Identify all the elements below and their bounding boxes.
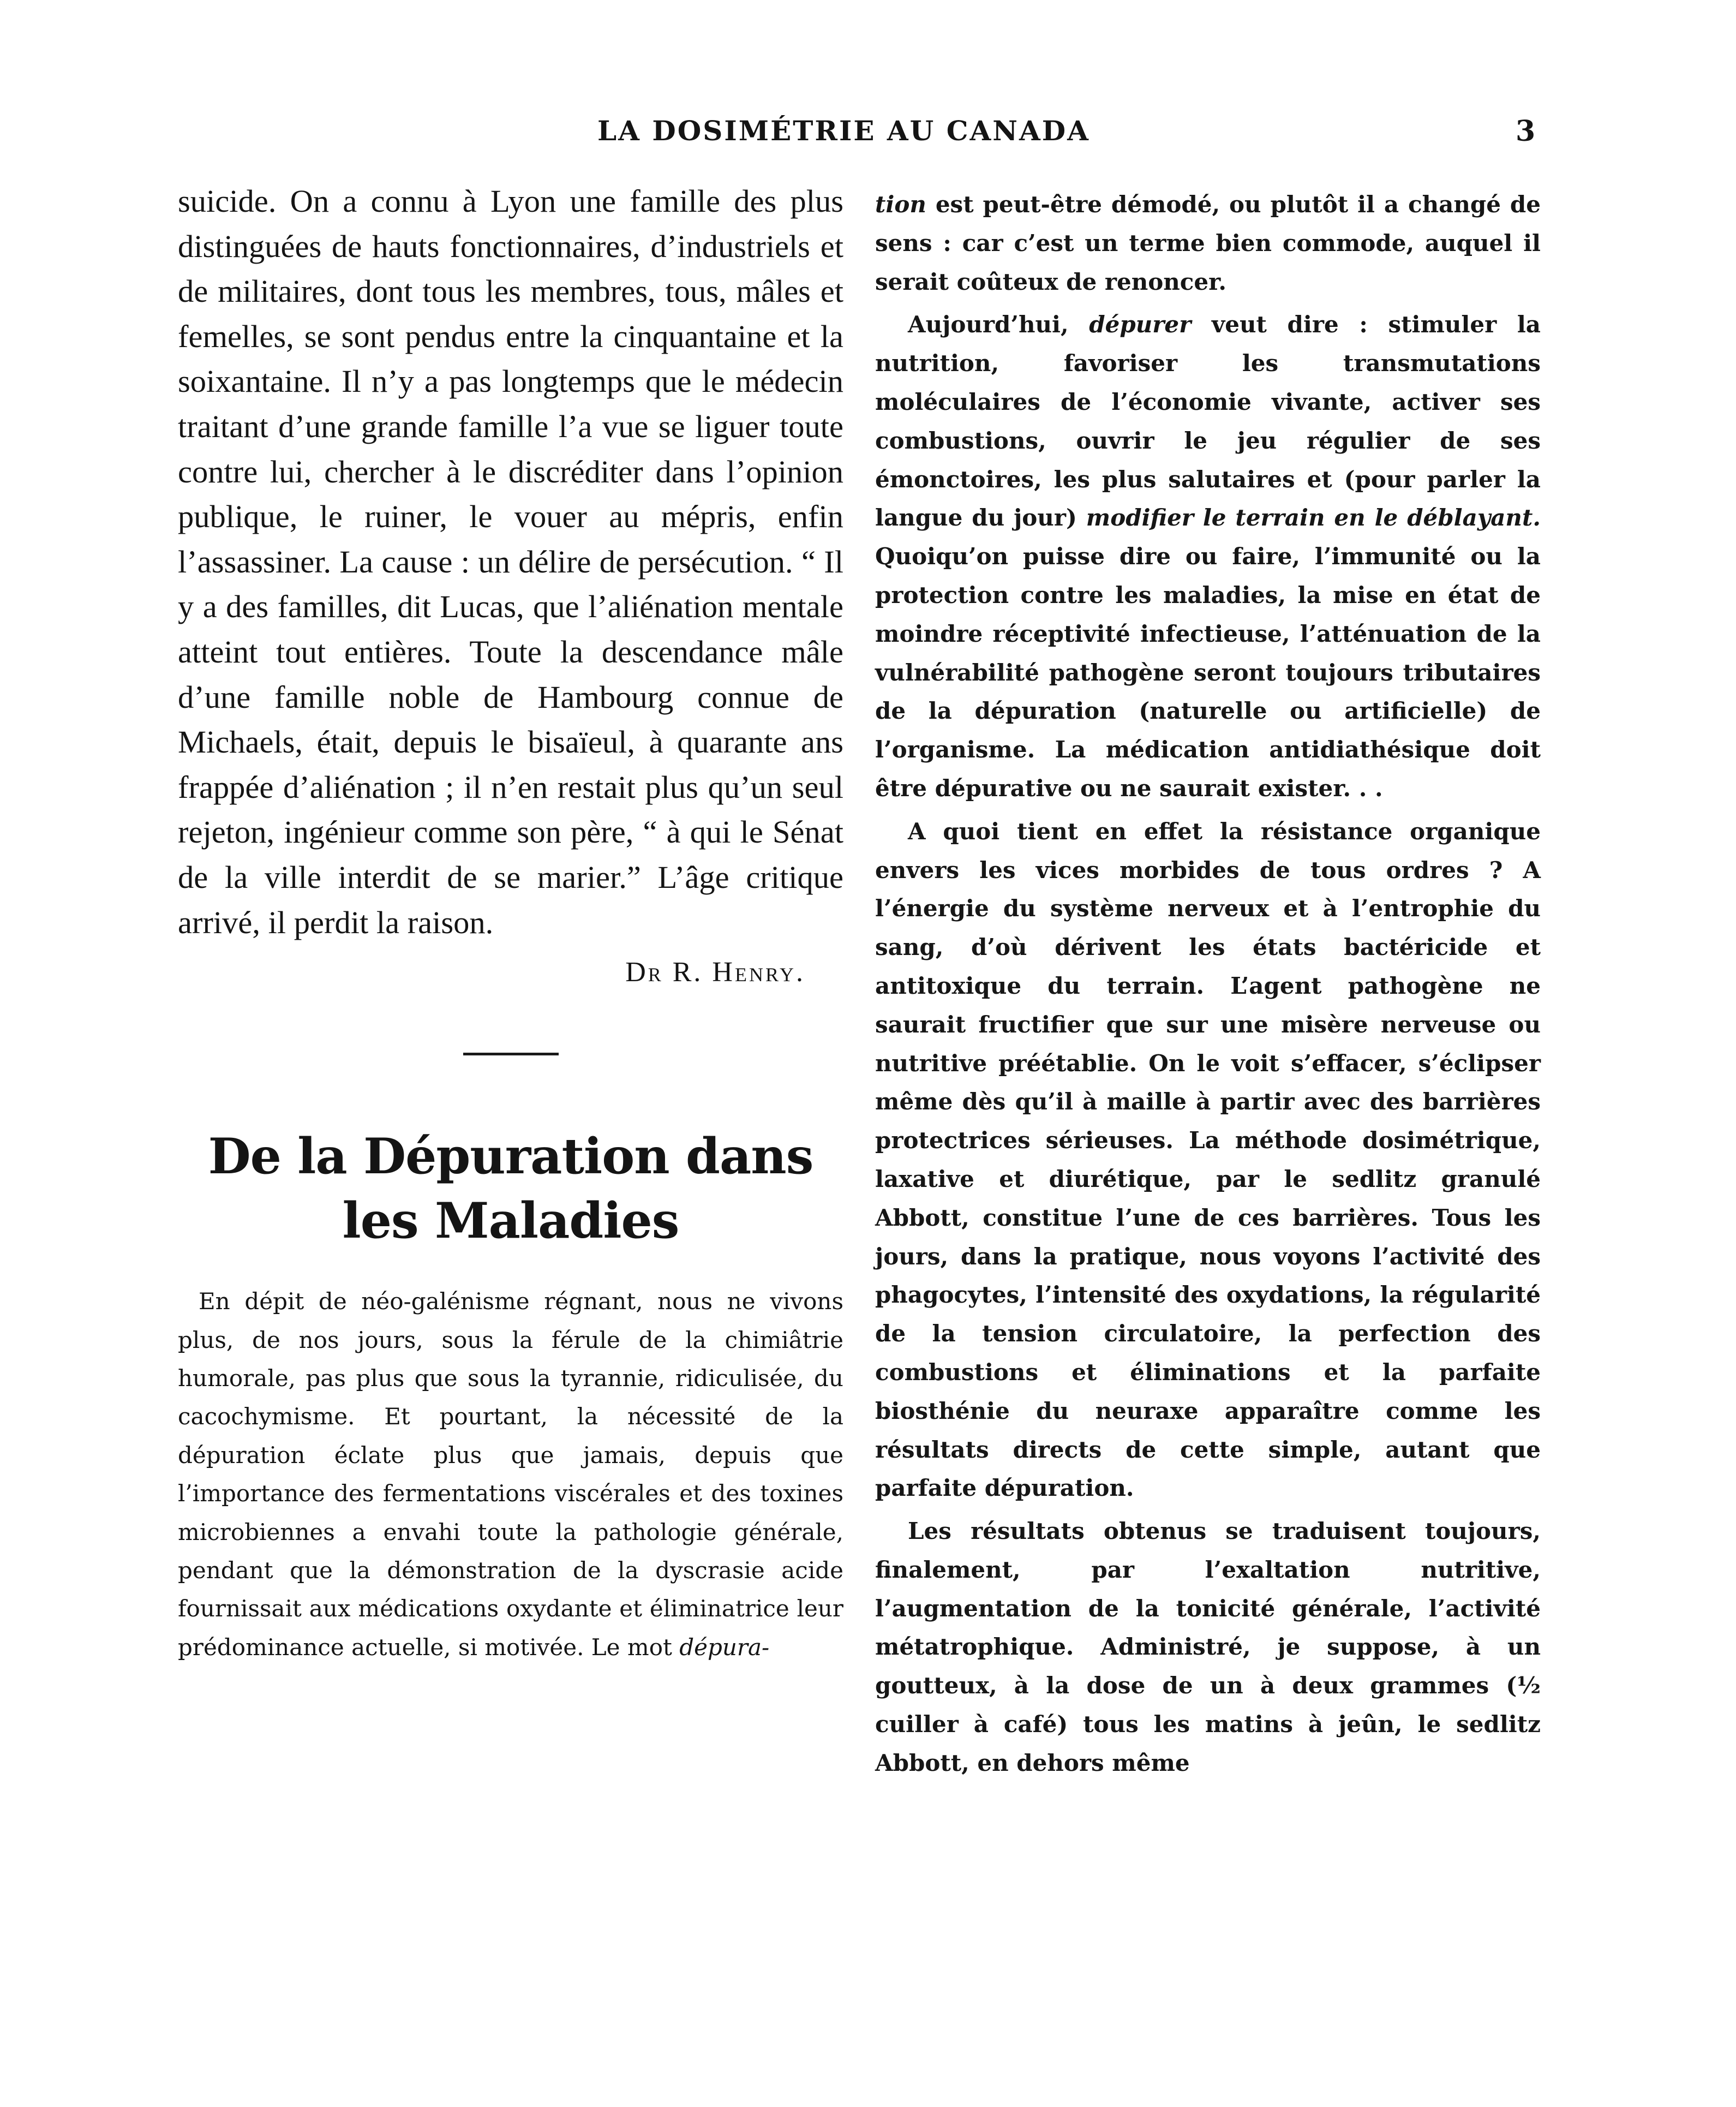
paragraph-2 (875, 306, 1541, 808)
p2-c: Quoiqu’on puisse dire ou faire, l’immunité ou la protection contre les maladies, la mise en état de moindre réceptivité infectieuse, l’atténuation de la vulnérabilité pathogène seront toujours tributaires de la dépuration (naturelle ou artificielle) de l’organisme. La médication antidiathésique doit être dépurative ou ne saurait exister. . . (875, 543, 1541, 802)
right-column (875, 186, 1541, 1783)
author-signature: Dr R. Henry. (625, 957, 805, 988)
paragraph-4: Les résultats obtenus se traduisent toujours, finalement, par l’exaltation nutritive, l’augmentation de la tonicité générale, l’activité métatrophique. Administré, je suppose, à un goutteux, à la dose de un à deux grammes (½ cuiller à café) tous les matins à jeûn, le sedlitz Abbott, en dehors même (875, 1518, 1541, 1776)
page-number: 3 (1516, 115, 1536, 148)
p1-text: est peut-être démodé, ou plutôt il a changé de sens : car c’est un terme bien commode, auquel il serait coûteux de renoncer. (875, 191, 1541, 295)
article-intro-italic: dépura- (679, 1633, 770, 1661)
p2-italic-2: modifier le terrain en le déblayant. (1086, 504, 1541, 532)
p2-a: Aujourd’hui, (908, 311, 1069, 338)
p2-italic-1: dépurer (1089, 311, 1192, 338)
article-title: De la Dépuration dans les Maladies (208, 1127, 813, 1250)
p1-italic: tion (875, 191, 926, 218)
paragraph-1 (875, 186, 1541, 301)
article-intro-text: En dépit de néo-galénisme régnant, nous ne vivons plus, de nos jours, sous la férule de la chimiâtrie humorale, pas plus que sous la tyrannie, ridiculisée, du cacochymisme. Et pourtant, la nécessité de la dépuration éclate plus que jamais, depuis que l’importance des fermentations viscérales et des toxines microbiennes a envahi toute la pathologie générale, pendant que la démonstration de la dyscrasie acide fournissait aux médications oxydante et éliminatrice leur prédominance actuelle, si motivée. Le mot (178, 1288, 843, 1661)
running-head: LA DOSIMÉTRIE AU CANADA (597, 115, 1090, 147)
section-divider (463, 1053, 559, 1055)
p2-b: veut dire : stimuler la nutrition, favoriser les transmutations moléculaires de l’économie vivante, activer ses combustions, ouvrir le jeu régulier de ses émonctoires, les plus salutaires et (pour parler la langue du jour) (875, 311, 1541, 532)
previous-article-text: suicide. On a connu à Lyon une famille des plus distinguées de hauts fonctionnaires, d’industriels et de militaires, dont tous les membres, tous, mâles et femelles, se sont pendus entre la cinquantaine et la soixantaine. Il n’y a pas longtemps que le médecin traitant d’une grande famille l’a vue se liguer toute contre lui, chercher à le discréditer dans l’opinion publique, le ruiner, le vouer au mépris, enfin l’assassiner. La cause : un délire de persécution. “ Il y a des familles, dit Lucas, que l’aliénation mentale atteint tout entières. Toute la descendance mâle d’une famille noble de Hambourg connue de Michaels, était, depuis le bisaïeul, à quarante ans frappée d’aliénation ; il n’en restait plus qu’un seul rejeton, ingénieur comme son père, “ à qui le Sénat de la ville interdit de se marier.” L’âge critique arrivé, il perdit la raison. (178, 183, 843, 940)
article-intro-paragraph (178, 1282, 843, 1667)
left-column (178, 179, 843, 1667)
paragraph-3: A quoi tient en effet la résistance organique envers les vices morbides de tous ordres ? A l’énergie du système nerveux et à l’entrophie du sang, d’où dérivent les états bactéricide et antitoxique du terrain. L’agent pathogène ne saurait fructifier que sur une misère nerveuse ou nutritive préétablie. On le voit s’effacer, s’éclipser même dès qu’il à maille à partir avec des barrières protectrices sérieuses. La méthode dosimétrique, laxative et diurétique, par le sedlitz granulé Abbott, constitue l’une de ces barrières. Tous les jours, dans la pratique, nous voyons l’activité des phagocytes, l’intensité des oxydations, la régularité de la tension circulatoire, la perfection des combustions et éliminations et la parfaite biosthénie du neuraxe apparaître comme les résultats directs de cette simple, autant que parfaite dépuration. (875, 817, 1541, 1502)
